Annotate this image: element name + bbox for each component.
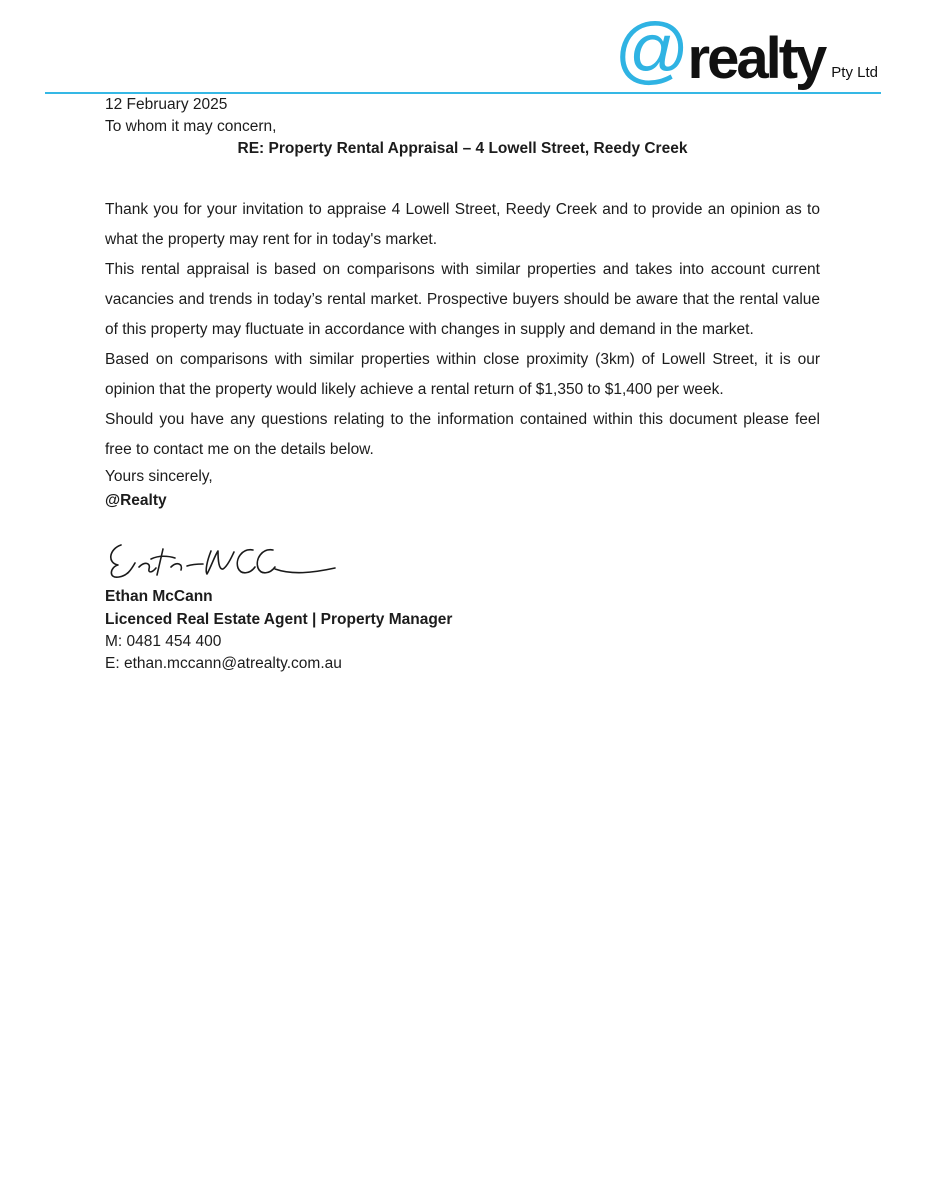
closing-line: Yours sincerely,: [105, 468, 213, 486]
letter-body: [0, 94, 926, 675]
paragraph-1: Thank you for your invitation to appraise 4 Lowell Street, Reedy Creek and to provide an opinion as to what the property may rent for in today's market.: [105, 201, 820, 249]
logo-brand-text: realty: [687, 25, 825, 91]
logo-suffix-text: Pty Ltd: [831, 64, 878, 82]
subject-line: RE: Property Rental Appraisal – 4 Lowell Street, Reedy Creek: [237, 140, 688, 158]
letterhead: [0, 0, 926, 91]
signatory-mobile: M: 0481 454 400: [105, 633, 222, 651]
signature-image: [105, 523, 820, 585]
salutation: To whom it may concern,: [105, 118, 277, 136]
letter-date: 12 February 2025: [105, 96, 228, 114]
paragraph-3: Based on comparisons with similar properties within close proximity (3km) of Lowell Street, it is our opinion that the property would likely achieve a rental return of $1,350 to $1,400 per week.: [105, 351, 820, 399]
signatory-name: Ethan McCann: [105, 588, 213, 606]
company-name: @Realty: [105, 492, 167, 510]
at-symbol-icon: @: [614, 8, 688, 91]
signatory-email: E: ethan.mccann@atrealty.com.au: [105, 655, 342, 673]
paragraph-4: Should you have any questions relating to the information contained within this document please feel free to contact me on the details below.: [105, 411, 820, 459]
realty-logo: [614, 8, 878, 91]
paragraph-2: This rental appraisal is based on comparisons with similar properties and takes into account current vacancies and trends in today’s rental market. Prospective buyers should be aware that the rental value of this property may fluctuate in accordance with changes in supply and demand in the market.: [105, 261, 820, 339]
signatory-title: Licenced Real Estate Agent | Property Manager: [105, 611, 453, 629]
